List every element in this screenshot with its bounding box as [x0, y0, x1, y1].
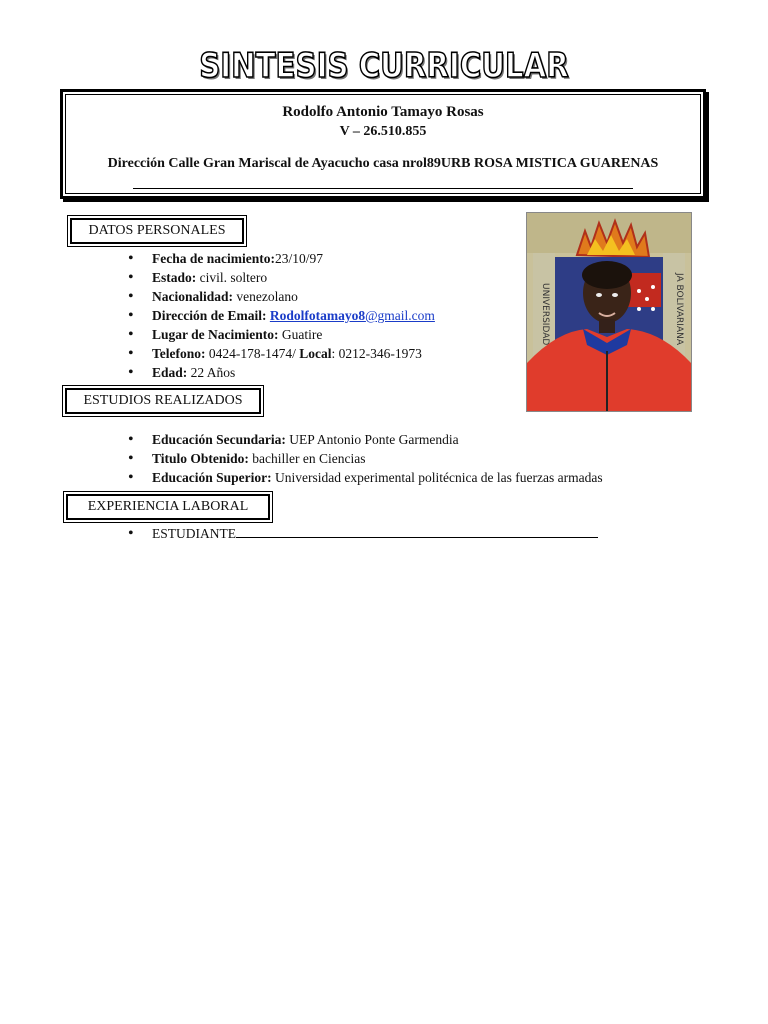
list-item-nationality	[128, 287, 435, 306]
experience-fill-line	[236, 525, 598, 538]
age-value: 22 Años	[187, 365, 236, 380]
nationality-label: Nacionalidad:	[152, 289, 234, 304]
civil-status-label: Estado:	[152, 270, 197, 285]
degree-label: Titulo Obtenido:	[152, 451, 249, 466]
profile-photo	[526, 212, 692, 412]
civil-status-value: civil. soltero	[196, 270, 268, 285]
email-domain: @gmail.com	[365, 308, 435, 323]
header-divider	[133, 188, 633, 189]
list-item-degree	[128, 449, 603, 468]
studies-list	[128, 430, 603, 487]
section-heading-studies-label: ESTUDIOS REALIZADOS	[83, 393, 243, 408]
list-item-experience	[128, 524, 598, 543]
email-user: Rodolfotamayo8	[269, 308, 366, 323]
list-item-phone	[128, 344, 435, 363]
list-item-higher-education	[128, 468, 603, 487]
section-heading-studies	[65, 388, 261, 414]
phone-value: 0424-178-1474/	[205, 346, 300, 361]
email-link[interactable]	[270, 308, 435, 323]
birthdate-label: Fecha de nacimiento:	[152, 251, 275, 266]
local-phone-label: Local	[299, 346, 332, 361]
candidate-address: Dirección Calle Gran Mariscal de Ayacucho casa nrol89URB ROSA MISTICA GUARENAS	[107, 156, 659, 171]
local-phone-value: : 0212-346-1973	[331, 346, 422, 361]
list-item-birthplace	[128, 325, 435, 344]
email-label: Dirección de Email:	[152, 308, 267, 323]
nationality-value: venezolano	[233, 289, 298, 304]
document-title: SINTESIS CURRICULAR	[199, 46, 569, 86]
secondary-education-label: Educación Secundaria:	[152, 432, 286, 447]
section-heading-personal-label: DATOS PERSONALES	[88, 223, 226, 238]
list-item-secondary-education	[128, 430, 603, 449]
profile-photo-image	[527, 213, 691, 411]
section-heading-experience-label: EXPERIENCIA LABORAL	[87, 499, 249, 514]
header-box	[60, 89, 706, 199]
photo-text-right: JA BOLIVARIANA	[674, 273, 684, 345]
experience-value: ESTUDIANTE	[152, 526, 236, 541]
secondary-education-value: UEP Antonio Ponte Garmendia	[285, 432, 459, 447]
birthplace-label: Lugar de Nacimiento:	[152, 327, 279, 342]
phone-label: Telefono:	[152, 346, 206, 361]
list-item-birthdate	[128, 249, 435, 268]
degree-value: bachiller en Ciencias	[248, 451, 366, 466]
photo-text-left: UNIVERSIDAD	[540, 283, 550, 346]
personal-data-list	[128, 249, 435, 382]
section-heading-personal	[70, 218, 244, 244]
age-label: Edad:	[152, 365, 188, 380]
candidate-id: V – 26.510.855	[339, 124, 427, 139]
section-heading-experience	[66, 494, 270, 520]
list-item-age	[128, 363, 435, 382]
candidate-name: Rodolfo Antonio Tamayo Rosas	[282, 104, 484, 120]
list-item-email	[128, 306, 435, 325]
higher-education-label: Educación Superior:	[152, 470, 272, 485]
birthdate-value: 23/10/97	[274, 251, 323, 266]
birthplace-value: Guatire	[278, 327, 323, 342]
experience-list	[128, 524, 598, 543]
higher-education-value: Universidad experimental politécnica de las fuerzas armadas	[271, 470, 603, 485]
list-item-civil-status	[128, 268, 435, 287]
